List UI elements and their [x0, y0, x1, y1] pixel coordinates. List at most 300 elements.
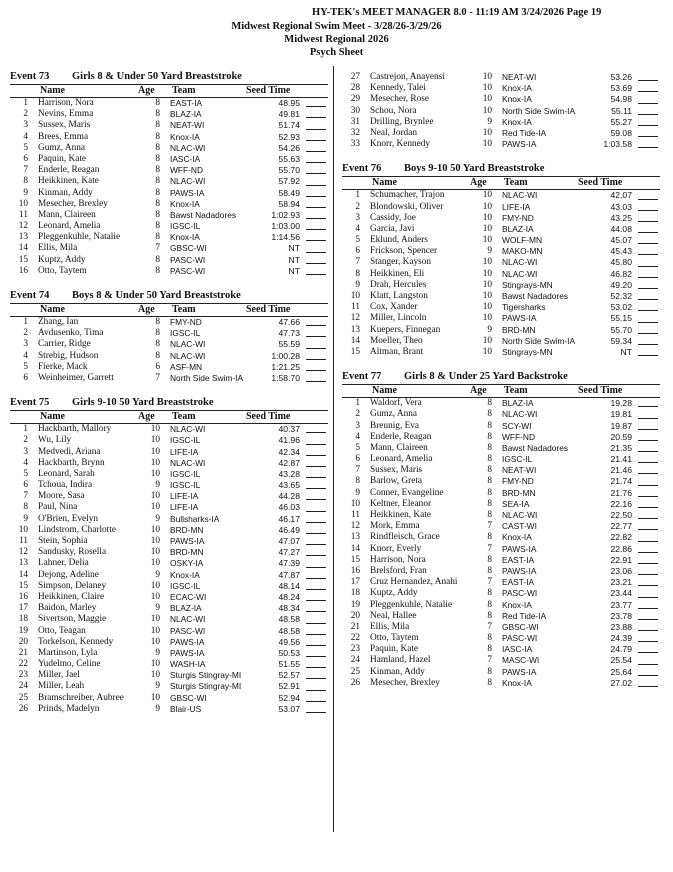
entry-age: 7 — [487, 655, 492, 666]
entry-age: 8 — [155, 209, 160, 220]
event-number — [342, 370, 404, 384]
entry-rank: 3 — [23, 339, 28, 350]
entry-age: 8 — [155, 254, 160, 265]
entry-row — [342, 325, 660, 336]
entry-rank: 16 — [350, 565, 360, 576]
result-blank-line — [638, 91, 658, 92]
result-blank-line — [306, 578, 326, 579]
entry-rank: 15 — [18, 254, 28, 265]
entry-row — [342, 454, 660, 465]
entry-team: PAWS-IA — [170, 536, 205, 546]
entry-rank: 32 — [350, 127, 360, 138]
entry-seed: 25.64 — [610, 666, 632, 677]
result-blank-line — [638, 333, 658, 334]
entry-rank: 14 — [18, 569, 28, 580]
result-blank-line — [638, 147, 658, 148]
result-blank-line — [638, 429, 658, 430]
entry-name: Simpson, Delaney — [38, 580, 107, 591]
event-label: Event — [10, 397, 37, 409]
event-label: Event — [342, 371, 369, 383]
entry-age: 8 — [487, 409, 492, 420]
result-blank-line — [306, 336, 326, 337]
entry-age: 10 — [150, 670, 160, 681]
result-blank-line — [638, 462, 658, 463]
entry-age: 9 — [155, 647, 160, 658]
entry-row — [10, 132, 328, 143]
entry-name: Lahner, Delia — [38, 558, 89, 569]
entry-rank: 12 — [350, 313, 360, 324]
result-blank-line — [306, 600, 326, 601]
entry-row — [10, 626, 328, 637]
entry-name: Leonard, Sarah — [38, 468, 95, 479]
entry-row — [10, 469, 328, 480]
entry-row — [342, 678, 660, 689]
entry-rank: 15 — [350, 554, 360, 565]
entry-rank: 5 — [355, 235, 360, 246]
entry-rank: 6 — [355, 454, 360, 465]
entry-rank: 26 — [350, 677, 360, 688]
entry-age: 10 — [150, 491, 160, 502]
entry-seed: 22.91 — [610, 554, 632, 565]
event-block — [342, 72, 660, 150]
entry-row — [10, 447, 328, 458]
entry-seed: 23.06 — [610, 565, 632, 576]
result-blank-line — [306, 240, 326, 241]
header-name: Name — [372, 177, 397, 189]
event-number — [10, 70, 72, 84]
entry-row — [10, 670, 328, 681]
entry-age: 10 — [150, 547, 160, 558]
entry-rank: 2 — [23, 328, 28, 339]
entry-rank: 23 — [350, 644, 360, 655]
entry-seed: 22.82 — [610, 532, 632, 543]
entry-seed: 45.07 — [610, 235, 632, 246]
entry-seed: 1:14.56 — [271, 232, 300, 243]
entry-age: 10 — [150, 558, 160, 569]
entry-team: PASC-WI — [170, 625, 206, 636]
entry-row — [10, 210, 328, 221]
entry-row — [10, 109, 328, 120]
result-blank-line — [306, 533, 326, 534]
entry-rank: 17 — [18, 603, 28, 614]
entry-rank: 7 — [23, 165, 28, 176]
entry-team: FMY-ND — [502, 476, 534, 487]
entry-seed: 57.92 — [278, 176, 300, 187]
entry-rank: 24 — [18, 681, 28, 692]
entry-row — [10, 221, 328, 232]
entry-team: Knox-IA — [502, 677, 532, 688]
event-label: Event — [10, 290, 37, 301]
entry-name: Strebig, Hudson — [38, 350, 99, 361]
entry-name: Tchoua, Indira — [38, 480, 93, 491]
report-header-line: HY-TEK's MEET MANAGER 8.0 - 11:19 AM 3/24/2026 Page 19 — [312, 7, 602, 18]
entry-rank: 18 — [350, 588, 360, 599]
result-blank-line — [306, 381, 326, 382]
entry-seed: 21.46 — [610, 465, 632, 476]
entry-seed: 22.16 — [610, 498, 632, 509]
entry-rank: 1 — [355, 398, 360, 409]
entry-age: 8 — [155, 350, 160, 361]
entry-row — [342, 347, 660, 358]
entry-team: PAWS-IA — [502, 139, 537, 150]
entry-name: Altman, Brant — [370, 346, 424, 357]
entry-team: WFF-ND — [170, 165, 204, 176]
header-seed: Seed Time — [246, 411, 291, 423]
entry-team: Blair-US — [170, 703, 202, 714]
entry-seed: 59.08 — [610, 127, 632, 138]
header-seed: Seed Time — [578, 177, 623, 189]
entry-seed: 19.87 — [610, 420, 632, 431]
entry-name: Schou, Nora — [370, 105, 417, 116]
result-blank-line — [638, 254, 658, 255]
entry-rank: 17 — [350, 577, 360, 588]
entry-seed: 48.34 — [278, 603, 300, 614]
entry-rank: 22 — [18, 659, 28, 670]
entry-name: Torkelson, Kennedy — [38, 636, 114, 647]
entry-age: 7 — [155, 243, 160, 254]
event-title — [10, 70, 328, 85]
entry-team: GBSC-WI — [170, 243, 207, 254]
entry-seed: 46.17 — [278, 513, 300, 524]
header-age: Age — [470, 385, 487, 397]
entry-name: Ellis, Mila — [370, 621, 410, 632]
entry-rank: 10 — [18, 524, 28, 535]
result-blank-line — [638, 664, 658, 665]
result-blank-line — [306, 207, 326, 208]
entry-seed: 42.34 — [278, 446, 300, 457]
entry-name: Stein, Sophia — [38, 536, 88, 546]
entry-age: 10 — [482, 257, 492, 268]
entry-seed: 40.37 — [278, 424, 300, 435]
meet-title: Midwest Regional Swim Meet - 3/28/26-3/29/26 — [231, 21, 442, 32]
entry-team: Knox-IA — [170, 569, 200, 580]
entry-rank: 20 — [18, 636, 28, 647]
entry-name: Mesecher, Brexley — [370, 677, 440, 688]
result-blank-line — [638, 597, 658, 598]
entry-row — [342, 213, 660, 224]
entry-team: PAWS-IA — [170, 647, 205, 658]
entry-seed: 43.28 — [278, 468, 300, 479]
entry-team: IGSC-IL — [502, 454, 533, 465]
entry-name: Miller, Lincoln — [370, 313, 427, 324]
entry-row — [342, 398, 660, 409]
entry-seed: 44.28 — [278, 491, 300, 502]
entry-name: Keltner, Eleanor — [370, 498, 432, 509]
entry-team: WOLF-MN — [502, 235, 543, 246]
entry-seed: 47.27 — [278, 547, 300, 558]
entry-row — [342, 336, 660, 347]
entry-row — [10, 502, 328, 513]
header-name: Name — [372, 385, 397, 397]
entry-rank: 14 — [350, 335, 360, 346]
entry-row — [342, 588, 660, 599]
entry-row — [342, 139, 660, 150]
entry-row — [342, 72, 660, 83]
entry-name: Cassidy, Joe — [370, 212, 416, 223]
result-blank-line — [306, 712, 326, 713]
result-blank-line — [638, 322, 658, 323]
entry-rank: 12 — [350, 521, 360, 532]
result-blank-line — [306, 229, 326, 230]
result-blank-line — [638, 210, 658, 211]
entry-name: Klatt, Langston — [370, 291, 428, 301]
entry-rank: 24 — [350, 655, 360, 666]
entry-row — [342, 667, 660, 678]
header-name: Name — [40, 304, 65, 315]
entry-seed: 55.63 — [278, 153, 300, 164]
entry-name: O'Brien, Evelyn — [38, 513, 99, 524]
entry-team: PASC-WI — [170, 265, 206, 276]
entry-rank: 20 — [350, 610, 360, 621]
entry-row — [10, 614, 328, 625]
entry-name: Leonard, Amelia — [38, 221, 101, 232]
entry-row — [342, 544, 660, 555]
entry-name: Weinheimer, Garrett — [38, 372, 114, 383]
entry-name: Gumz, Anna — [370, 409, 417, 420]
event-title — [342, 162, 660, 177]
entry-seed: 49.81 — [278, 109, 300, 120]
entry-team: SEA-IA — [502, 498, 530, 509]
header-age: Age — [470, 177, 487, 189]
entry-team: SCY-WI — [502, 420, 532, 431]
result-blank-line — [306, 432, 326, 433]
entry-age: 10 — [482, 139, 492, 150]
entry-team: BRD-MN — [502, 487, 536, 498]
entry-rank: 9 — [23, 513, 28, 524]
entry-team: North Side Swim-IA — [170, 372, 244, 383]
entry-age: 8 — [155, 153, 160, 164]
entry-team: PASC-WI — [502, 633, 538, 644]
entry-team: Knox-IA — [502, 532, 532, 543]
result-blank-line — [638, 440, 658, 441]
entry-name: Sandusky, Rosella — [38, 547, 107, 558]
entry-row — [10, 458, 328, 469]
entry-seed: 21.76 — [610, 487, 632, 498]
result-blank-line — [638, 406, 658, 407]
entry-name: Mann, Claireen — [370, 442, 428, 453]
entry-age: 10 — [482, 190, 492, 201]
entry-row — [342, 190, 660, 201]
result-blank-line — [638, 114, 658, 115]
entry-age: 8 — [487, 565, 492, 576]
entry-age: 8 — [487, 398, 492, 409]
entry-seed: 54.26 — [278, 142, 300, 153]
entry-team: OSKY-IA — [170, 558, 204, 569]
entry-seed: 23.77 — [610, 599, 632, 610]
result-blank-line — [638, 541, 658, 542]
entry-row — [10, 373, 328, 384]
entry-rank: 19 — [350, 599, 360, 610]
entry-row — [342, 611, 660, 622]
column-divider — [333, 66, 334, 832]
entry-rank: 5 — [23, 142, 28, 153]
header-team: Team — [504, 385, 528, 397]
entry-seed: 21.41 — [610, 454, 632, 465]
result-blank-line — [638, 80, 658, 81]
entry-row — [10, 165, 328, 176]
entry-row — [342, 94, 660, 105]
entry-seed: 55.15 — [610, 313, 632, 324]
entry-row — [342, 269, 660, 280]
entry-row — [10, 592, 328, 603]
entry-rank: 2 — [355, 201, 360, 212]
entry-row — [10, 154, 328, 165]
entry-age: 10 — [150, 457, 160, 468]
entry-seed: 1:00.28 — [271, 350, 300, 361]
entry-name: Moore, Sasa — [38, 491, 85, 502]
result-blank-line — [638, 277, 658, 278]
result-blank-line — [306, 623, 326, 624]
entry-team: Knox-IA — [170, 131, 200, 142]
entry-team: IGSC-IL — [170, 328, 201, 339]
entry-team: WFF-ND — [502, 431, 536, 442]
entry-rank: 12 — [18, 221, 28, 232]
entry-name: Rindfleisch, Grace — [370, 532, 440, 543]
result-blank-line — [306, 589, 326, 590]
entry-age: 10 — [150, 502, 160, 513]
entry-age: 8 — [487, 454, 492, 465]
entry-seed: 58.49 — [278, 187, 300, 198]
column-headers — [10, 304, 328, 317]
entry-age: 10 — [150, 692, 160, 703]
entry-name: Ellis, Mila — [38, 243, 78, 254]
entry-name: Martinson, Lyla — [38, 647, 98, 658]
entry-name: Sivertson, Maggie — [38, 614, 107, 625]
entry-age: 8 — [155, 142, 160, 153]
entry-seed: 24.79 — [610, 644, 632, 655]
entry-age: 8 — [155, 109, 160, 120]
entry-seed: 48.95 — [278, 98, 300, 108]
entry-age: 8 — [155, 317, 160, 327]
entry-age: 10 — [150, 446, 160, 457]
entry-team: NLAC-WI — [502, 190, 538, 201]
entry-team: EAST-IA — [502, 554, 535, 565]
entry-age: 10 — [150, 435, 160, 446]
entry-row — [10, 681, 328, 692]
result-blank-line — [638, 125, 658, 126]
entry-row — [10, 188, 328, 199]
entry-team: PASC-WI — [502, 588, 538, 599]
entry-team: NLAC-WI — [170, 457, 206, 468]
header-seed: Seed Time — [578, 385, 623, 397]
entry-row — [10, 243, 328, 254]
entry-team: PAWS-IA — [502, 543, 537, 554]
result-blank-line — [638, 686, 658, 687]
entry-age: 8 — [155, 187, 160, 198]
entry-name: Nevins, Emma — [38, 109, 94, 120]
entry-rank: 4 — [23, 457, 28, 468]
entry-team: BRD-MN — [170, 524, 204, 535]
column-headers — [10, 411, 328, 424]
result-blank-line — [638, 232, 658, 233]
result-blank-line — [638, 552, 658, 553]
entry-team: IGSC-IL — [170, 480, 201, 491]
result-blank-line — [638, 518, 658, 519]
entry-rank: 4 — [23, 350, 28, 361]
entry-rank: 18 — [18, 614, 28, 625]
entry-seed: 19.28 — [610, 398, 632, 409]
entry-seed: 41.96 — [278, 435, 300, 446]
entry-row — [342, 555, 660, 566]
entry-seed: 19.81 — [610, 409, 632, 420]
entry-rank: 15 — [350, 346, 360, 357]
entry-name: Pleggenkuhle, Natalie — [370, 599, 453, 610]
result-blank-line — [638, 344, 658, 345]
entry-rank: 2 — [23, 109, 28, 120]
entry-name: Medvedi, Ariana — [38, 446, 101, 457]
entry-age: 8 — [155, 221, 160, 232]
entry-name: Leonard, Amelia — [370, 454, 433, 465]
entry-rank: 13 — [350, 532, 360, 543]
entry-row — [342, 432, 660, 443]
entry-rank: 19 — [18, 625, 28, 636]
entry-team: Stingrays-MN — [502, 279, 553, 290]
entry-age: 9 — [155, 681, 160, 692]
event-block — [10, 289, 328, 384]
entry-row — [342, 409, 660, 420]
entry-age: 9 — [155, 513, 160, 524]
result-blank-line — [638, 496, 658, 497]
event-name: Girls 8 & Under 25 Yard Backstroke — [404, 371, 568, 383]
entry-name: Cox, Xander — [370, 302, 418, 313]
entry-rank: 9 — [355, 279, 360, 290]
entry-seed: 22.50 — [610, 510, 632, 520]
entry-team: PAWS-IA — [170, 636, 205, 647]
entry-row — [10, 525, 328, 536]
entry-age: 8 — [487, 532, 492, 543]
entry-name: Fierke, Mack — [38, 361, 88, 372]
header-name: Name — [40, 411, 65, 423]
result-blank-line — [306, 678, 326, 679]
entry-seed: 53.26 — [610, 72, 632, 82]
entry-name: Zhang, Ian — [38, 317, 79, 327]
entry-rank: 21 — [350, 621, 360, 632]
entry-rank: 3 — [355, 420, 360, 431]
entry-team: IGSC-IL — [170, 221, 201, 232]
entry-seed: 53.07 — [278, 703, 300, 714]
entry-age: 10 — [482, 335, 492, 346]
result-blank-line — [638, 652, 658, 653]
entry-row — [10, 480, 328, 491]
entry-name: Paul, Nina — [38, 502, 78, 513]
entry-team: NLAC-WI — [170, 176, 206, 187]
entry-rank: 29 — [350, 94, 360, 105]
entry-age: 8 — [155, 339, 160, 350]
entry-age: 10 — [482, 313, 492, 324]
entry-name: Harrison, Nora — [370, 554, 426, 565]
entry-team: Knox-IA — [170, 232, 200, 243]
entry-name: Drilling, Brynlee — [370, 116, 434, 127]
entry-name: Kennedy, Talei — [370, 83, 426, 94]
entry-name: Knorr, Kennedy — [370, 139, 431, 150]
entry-rank: 16 — [18, 591, 28, 602]
entry-team: WASH-IA — [170, 659, 206, 670]
entry-seed: 27.02 — [610, 677, 632, 688]
entry-row — [342, 577, 660, 588]
event-name: Boys 9-10 50 Yard Breaststroke — [404, 163, 545, 175]
entry-rank: 14 — [18, 243, 28, 254]
header-age: Age — [138, 85, 155, 96]
result-blank-line — [306, 196, 326, 197]
entry-age: 8 — [155, 232, 160, 243]
entry-rank: 4 — [355, 431, 360, 442]
entry-seed: NT — [620, 346, 632, 357]
entry-team: NEAT-WI — [502, 72, 537, 82]
entry-team: LIFE-IA — [502, 201, 531, 212]
column-headers — [10, 85, 328, 98]
entry-seed: 53.69 — [610, 83, 632, 94]
entry-name: Prinds, Madelyn — [38, 703, 100, 714]
